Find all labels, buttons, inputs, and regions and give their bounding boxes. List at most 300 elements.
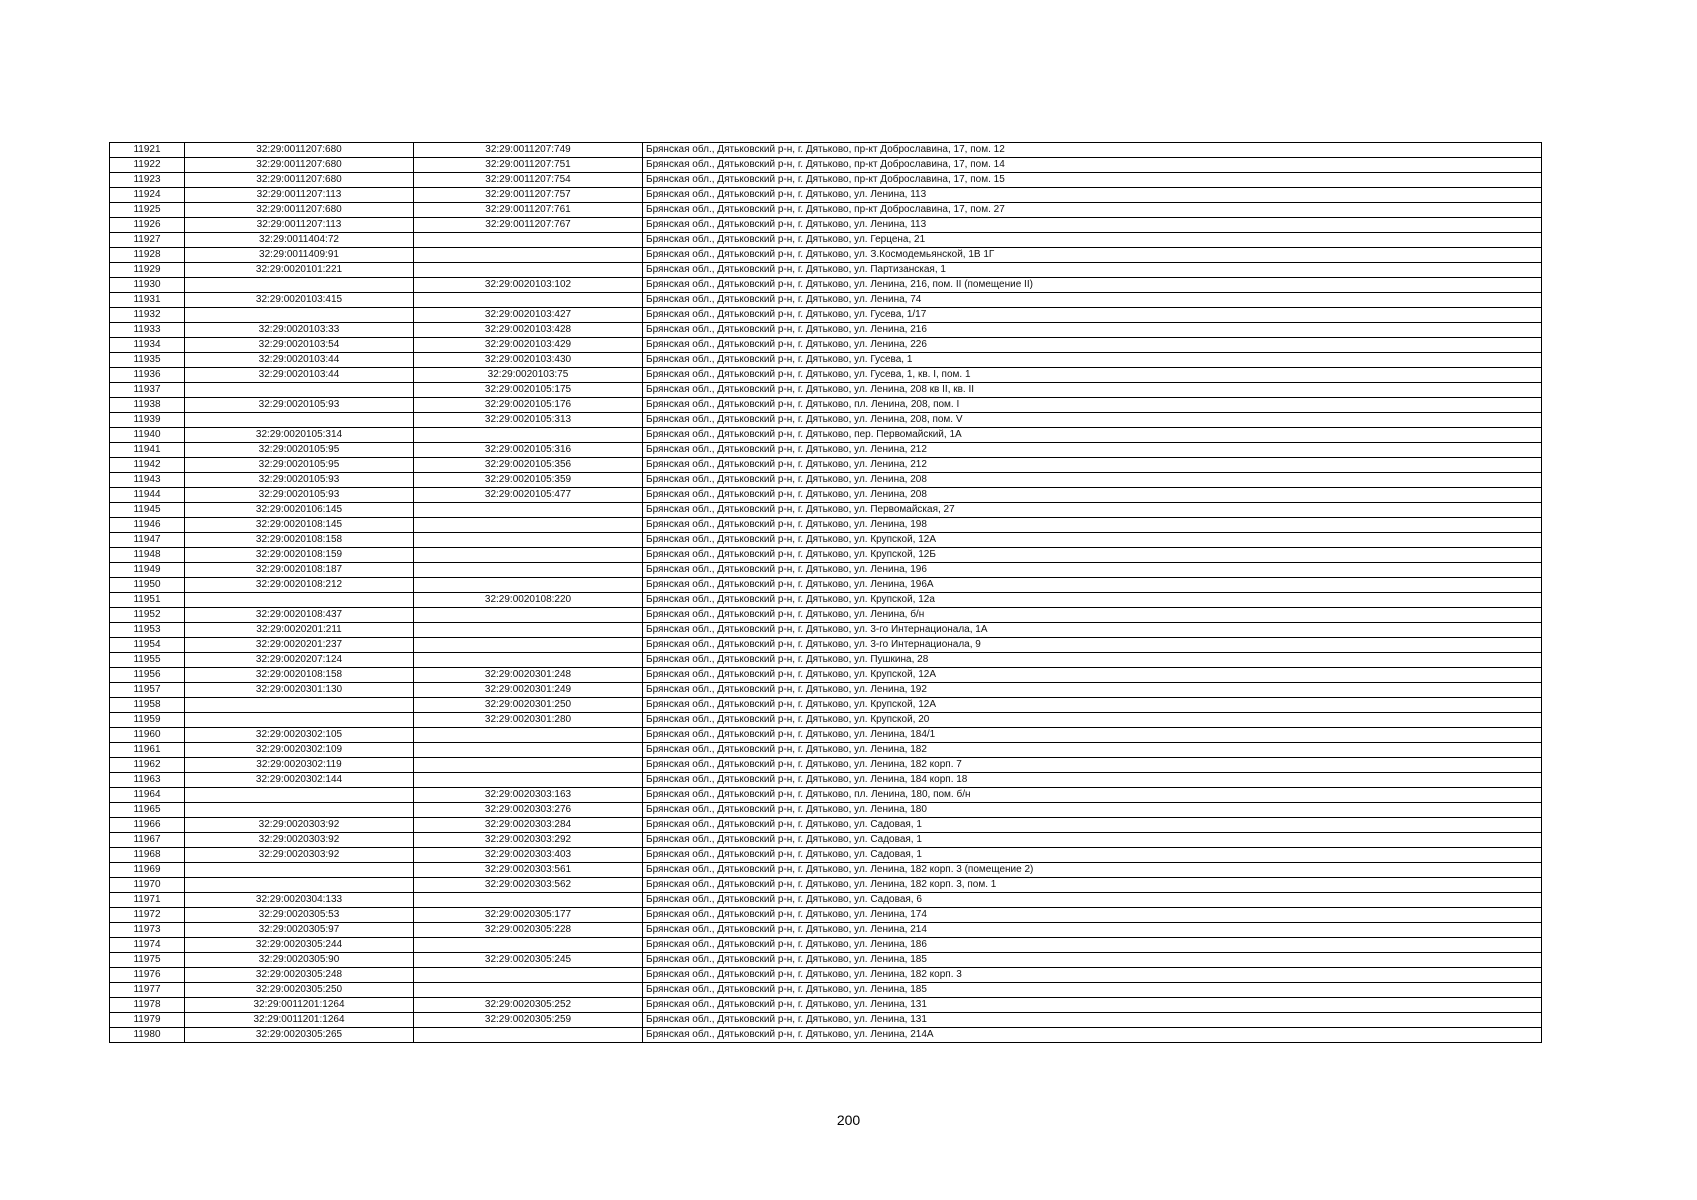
table-row [110,608,1542,623]
row-number-cell: 11961 [110,743,185,758]
address-cell: Брянская обл., Дятьковский р-н, г. Дятьково, пл. Ленина, 180, пом. б/н [643,788,1542,803]
parcel-number-cell: 32:29:0020301:130 [185,683,414,698]
object-number-cell [414,503,643,518]
row-number-cell: 11937 [110,383,185,398]
table-row [110,398,1542,413]
object-number-cell: 32:29:0020305:228 [414,923,643,938]
object-number-cell: 32:29:0020305:259 [414,1013,643,1028]
parcel-number-cell: 32:29:0020108:187 [185,563,414,578]
parcel-number-cell [185,878,414,893]
address-cell: Брянская обл., Дятьковский р-н, г. Дятьково, ул. Герцена, 21 [643,233,1542,248]
object-number-cell: 32:29:0020108:220 [414,593,643,608]
row-number-cell: 11957 [110,683,185,698]
parcel-number-cell: 32:29:0020108:437 [185,608,414,623]
address-cell: Брянская обл., Дятьковский р-н, г. Дятьково, ул. Партизанская, 1 [643,263,1542,278]
table-row [110,368,1542,383]
row-number-cell: 11962 [110,758,185,773]
address-cell: Брянская обл., Дятьковский р-н, г. Дятьково, ул. Ленина, 182 корп. 3 [643,968,1542,983]
object-number-cell: 32:29:0020303:561 [414,863,643,878]
table-row [110,143,1542,158]
row-number-cell: 11964 [110,788,185,803]
row-number-cell: 11922 [110,158,185,173]
table-row [110,578,1542,593]
object-number-cell: 32:29:0020301:280 [414,713,643,728]
parcel-number-cell: 32:29:0020106:145 [185,503,414,518]
row-number-cell: 11932 [110,308,185,323]
address-cell: Брянская обл., Дятьковский р-н, г. Дятьково, ул. Ленина, 216 [643,323,1542,338]
parcel-number-cell: 32:29:0020303:92 [185,848,414,863]
object-number-cell [414,578,643,593]
address-cell: Брянская обл., Дятьковский р-н, г. Дятьково, ул. Крупской, 12Б [643,548,1542,563]
table-row [110,983,1542,998]
address-cell: Брянская обл., Дятьковский р-н, г. Дятьково, пр-кт Доброславина, 17, пом. 14 [643,158,1542,173]
table-row [110,938,1542,953]
row-number-cell: 11933 [110,323,185,338]
row-number-cell: 11926 [110,218,185,233]
row-number-cell: 11979 [110,1013,185,1028]
row-number-cell: 11956 [110,668,185,683]
table-row [110,833,1542,848]
table-row [110,698,1542,713]
object-number-cell: 32:29:0020103:428 [414,323,643,338]
table-row [110,788,1542,803]
parcel-number-cell: 32:29:0020105:93 [185,473,414,488]
parcel-number-cell [185,413,414,428]
table-row [110,728,1542,743]
row-number-cell: 11942 [110,458,185,473]
address-cell: Брянская обл., Дятьковский р-н, г. Дятьково, ул. Ленина, 182 корп. 3 (помещение 2) [643,863,1542,878]
parcel-number-cell: 32:29:0020103:54 [185,338,414,353]
row-number-cell: 11944 [110,488,185,503]
address-cell: Брянская обл., Дятьковский р-н, г. Дятьково, ул. 3-го Интернационала, 9 [643,638,1542,653]
object-number-cell: 32:29:0020105:313 [414,413,643,428]
address-cell: Брянская обл., Дятьковский р-н, г. Дятьково, ул. Ленина, б/н [643,608,1542,623]
row-number-cell: 11955 [110,653,185,668]
row-number-cell: 11975 [110,953,185,968]
parcel-number-cell: 32:29:0020105:93 [185,488,414,503]
row-number-cell: 11951 [110,593,185,608]
row-number-cell: 11952 [110,608,185,623]
row-number-cell: 11923 [110,173,185,188]
address-cell: Брянская обл., Дятьковский р-н, г. Дятьково, ул. Ленина, 208 кв II, кв. II [643,383,1542,398]
parcel-number-cell: 32:29:0020303:92 [185,818,414,833]
object-number-cell: 32:29:0020303:276 [414,803,643,818]
table-row [110,518,1542,533]
parcel-number-cell [185,698,414,713]
table-row [110,818,1542,833]
address-cell: Брянская обл., Дятьковский р-н, г. Дятьково, ул. Гусева, 1, кв. I, пом. 1 [643,368,1542,383]
parcel-number-cell [185,593,414,608]
object-number-cell: 32:29:0020105:477 [414,488,643,503]
parcel-number-cell: 32:29:0020305:244 [185,938,414,953]
object-number-cell: 32:29:0020303:284 [414,818,643,833]
address-cell: Брянская обл., Дятьковский р-н, г. Дятьково, ул. Гусева, 1 [643,353,1542,368]
address-cell: Брянская обл., Дятьковский р-н, г. Дятьково, ул. Ленина, 214А [643,1028,1542,1043]
row-number-cell: 11949 [110,563,185,578]
parcel-number-cell: 32:29:0020304:133 [185,893,414,908]
table-row [110,758,1542,773]
address-cell: Брянская обл., Дятьковский р-н, г. Дятьково, ул. Ленина, 184/1 [643,728,1542,743]
object-number-cell [414,608,643,623]
object-number-cell [414,773,643,788]
table-row [110,248,1542,263]
address-cell: Брянская обл., Дятьковский р-н, г. Дятьково, ул. Ленина, 113 [643,218,1542,233]
parcel-number-cell [185,383,414,398]
address-cell: Брянская обл., Дятьковский р-н, г. Дятьково, ул. Ленина, 226 [643,338,1542,353]
object-number-cell: 32:29:0020305:177 [414,908,643,923]
object-number-cell [414,548,643,563]
object-number-cell: 32:29:0011207:767 [414,218,643,233]
table-row [110,233,1542,248]
parcel-number-cell: 32:29:0011207:680 [185,158,414,173]
object-number-cell [414,293,643,308]
registry-table [109,142,1542,1043]
object-number-cell: 32:29:0011207:761 [414,203,643,218]
table-row [110,323,1542,338]
object-number-cell [414,263,643,278]
parcel-number-cell: 32:29:0020302:144 [185,773,414,788]
row-number-cell: 11938 [110,398,185,413]
parcel-number-cell: 32:29:0020303:92 [185,833,414,848]
address-cell: Брянская обл., Дятьковский р-н, г. Дятьково, пл. Ленина, 208, пом. I [643,398,1542,413]
row-number-cell: 11950 [110,578,185,593]
parcel-number-cell [185,278,414,293]
object-number-cell [414,563,643,578]
row-number-cell: 11928 [110,248,185,263]
object-number-cell [414,968,643,983]
table-row [110,173,1542,188]
address-cell: Брянская обл., Дятьковский р-н, г. Дятьково, ул. Ленина, 185 [643,953,1542,968]
address-cell: Брянская обл., Дятьковский р-н, г. Дятьково, ул. Ленина, 208, пом. V [643,413,1542,428]
row-number-cell: 11939 [110,413,185,428]
address-cell: Брянская обл., Дятьковский р-н, г. Дятьково, ул. Ленина, 74 [643,293,1542,308]
object-number-cell [414,938,643,953]
object-number-cell: 32:29:0020303:163 [414,788,643,803]
row-number-cell: 11972 [110,908,185,923]
parcel-number-cell: 32:29:0011207:680 [185,143,414,158]
address-cell: Брянская обл., Дятьковский р-н, г. Дятьково, ул. Ленина, 198 [643,518,1542,533]
object-number-cell [414,743,643,758]
address-cell: Брянская обл., Дятьковский р-н, г. Дятьково, ул. Ленина, 208 [643,488,1542,503]
object-number-cell [414,893,643,908]
table-row [110,548,1542,563]
table-row [110,473,1542,488]
row-number-cell: 11931 [110,293,185,308]
table-row [110,293,1542,308]
parcel-number-cell: 32:29:0020103:415 [185,293,414,308]
row-number-cell: 11953 [110,623,185,638]
object-number-cell [414,638,643,653]
table-row [110,803,1542,818]
object-number-cell: 32:29:0020103:75 [414,368,643,383]
parcel-number-cell [185,788,414,803]
row-number-cell: 11960 [110,728,185,743]
row-number-cell: 11976 [110,968,185,983]
table-row [110,218,1542,233]
row-number-cell: 11929 [110,263,185,278]
object-number-cell [414,653,643,668]
object-number-cell: 32:29:0020301:248 [414,668,643,683]
parcel-number-cell: 32:29:0020108:158 [185,668,414,683]
table-row [110,968,1542,983]
table-row [110,623,1542,638]
address-cell: Брянская обл., Дятьковский р-н, г. Дятьково, ул. Ленина, 208 [643,473,1542,488]
table-row [110,893,1542,908]
row-number-cell: 11978 [110,998,185,1013]
table-row [110,953,1542,968]
registry-table-body [110,143,1542,1043]
table-row [110,848,1542,863]
object-number-cell: 32:29:0020301:249 [414,683,643,698]
row-number-cell: 11977 [110,983,185,998]
parcel-number-cell: 32:29:0011207:680 [185,173,414,188]
object-number-cell [414,1028,643,1043]
object-number-cell [414,728,643,743]
object-number-cell [414,518,643,533]
object-number-cell: 32:29:0020301:250 [414,698,643,713]
object-number-cell [414,983,643,998]
table-row [110,278,1542,293]
table-row [110,683,1542,698]
table-row [110,413,1542,428]
row-number-cell: 11980 [110,1028,185,1043]
row-number-cell: 11940 [110,428,185,443]
table-row [110,908,1542,923]
row-number-cell: 11967 [110,833,185,848]
parcel-number-cell: 32:29:0020305:97 [185,923,414,938]
row-number-cell: 11934 [110,338,185,353]
object-number-cell: 32:29:0020103:429 [414,338,643,353]
object-number-cell: 32:29:0020105:175 [414,383,643,398]
parcel-number-cell: 32:29:0020103:44 [185,353,414,368]
address-cell: Брянская обл., Дятьковский р-н, г. Дятьково, ул. Ленина, 186 [643,938,1542,953]
address-cell: Брянская обл., Дятьковский р-н, г. Дятьково, ул. Ленина, 182 корп. 3, пом. 1 [643,878,1542,893]
parcel-number-cell [185,713,414,728]
address-cell: Брянская обл., Дятьковский р-н, г. Дятьково, ул. Гусева, 1/17 [643,308,1542,323]
object-number-cell: 32:29:0020105:176 [414,398,643,413]
row-number-cell: 11974 [110,938,185,953]
table-row [110,338,1542,353]
address-cell: Брянская обл., Дятьковский р-н, г. Дятьково, ул. Ленина, 113 [643,188,1542,203]
table-row [110,878,1542,893]
row-number-cell: 11973 [110,923,185,938]
row-number-cell: 11945 [110,503,185,518]
row-number-cell: 11948 [110,548,185,563]
parcel-number-cell: 32:29:0020305:265 [185,1028,414,1043]
object-number-cell: 32:29:0020105:359 [414,473,643,488]
address-cell: Брянская обл., Дятьковский р-н, г. Дятьково, ул. Крупской, 20 [643,713,1542,728]
parcel-number-cell: 32:29:0020305:250 [185,983,414,998]
address-cell: Брянская обл., Дятьковский р-н, г. Дятьково, пр-кт Доброславина, 17, пом. 27 [643,203,1542,218]
table-row [110,668,1542,683]
address-cell: Брянская обл., Дятьковский р-н, г. Дятьково, пр-кт Доброславина, 17, пом. 15 [643,173,1542,188]
object-number-cell: 32:29:0020305:252 [414,998,643,1013]
address-cell: Брянская обл., Дятьковский р-н, г. Дятьково, ул. Ленина, 174 [643,908,1542,923]
address-cell: Брянская обл., Дятьковский р-н, г. Дятьково, ул. Ленина, 131 [643,998,1542,1013]
parcel-number-cell: 32:29:0020302:109 [185,743,414,758]
object-number-cell: 32:29:0020103:102 [414,278,643,293]
parcel-number-cell: 32:29:0011409:91 [185,248,414,263]
parcel-number-cell: 32:29:0020305:248 [185,968,414,983]
table-row [110,488,1542,503]
row-number-cell: 11971 [110,893,185,908]
table-row [110,773,1542,788]
row-number-cell: 11954 [110,638,185,653]
object-number-cell [414,533,643,548]
row-number-cell: 11969 [110,863,185,878]
object-number-cell [414,758,643,773]
table-row [110,263,1542,278]
object-number-cell: 32:29:0020103:427 [414,308,643,323]
parcel-number-cell: 32:29:0020108:145 [185,518,414,533]
parcel-number-cell: 32:29:0020108:212 [185,578,414,593]
object-number-cell: 32:29:0011207:757 [414,188,643,203]
row-number-cell: 11965 [110,803,185,818]
address-cell: Брянская обл., Дятьковский р-н, г. Дятьково, ул. 3-го Интернационала, 1А [643,623,1542,638]
address-cell: Брянская обл., Дятьковский р-н, г. Дятьково, ул. Ленина, 214 [643,923,1542,938]
address-cell: Брянская обл., Дятьковский р-н, г. Дятьково, пр-кт Доброславина, 17, пом. 12 [643,143,1542,158]
table-row [110,593,1542,608]
address-cell: Брянская обл., Дятьковский р-н, г. Дятьково, ул. Пушкина, 28 [643,653,1542,668]
parcel-number-cell: 32:29:0020201:211 [185,623,414,638]
table-row [110,443,1542,458]
parcel-number-cell [185,803,414,818]
parcel-number-cell: 32:29:0011201:1264 [185,1013,414,1028]
object-number-cell: 32:29:0020303:403 [414,848,643,863]
address-cell: Брянская обл., Дятьковский р-н, г. Дятьково, ул. Садовая, 1 [643,833,1542,848]
parcel-number-cell: 32:29:0020105:314 [185,428,414,443]
address-cell: Брянская обл., Дятьковский р-н, г. Дятьково, ул. Ленина, 184 корп. 18 [643,773,1542,788]
object-number-cell: 32:29:0020305:245 [414,953,643,968]
parcel-number-cell: 32:29:0011207:680 [185,203,414,218]
address-cell: Брянская обл., Дятьковский р-н, г. Дятьково, ул. Ленина, 212 [643,458,1542,473]
address-cell: Брянская обл., Дятьковский р-н, г. Дятьково, ул. Крупской, 12А [643,533,1542,548]
parcel-number-cell: 32:29:0020105:93 [185,398,414,413]
table-row [110,563,1542,578]
object-number-cell: 32:29:0020105:356 [414,458,643,473]
address-cell: Брянская обл., Дятьковский р-н, г. Дятьково, ул. Садовая, 1 [643,818,1542,833]
row-number-cell: 11958 [110,698,185,713]
parcel-number-cell: 32:29:0011201:1264 [185,998,414,1013]
parcel-number-cell: 32:29:0020302:105 [185,728,414,743]
address-cell: Брянская обл., Дятьковский р-н, г. Дятьково, ул. Ленина, 216, пом. II (помещение II) [643,278,1542,293]
row-number-cell: 11970 [110,878,185,893]
address-cell: Брянская обл., Дятьковский р-н, г. Дятьково, ул. Крупской, 12а [643,593,1542,608]
row-number-cell: 11943 [110,473,185,488]
table-row [110,203,1542,218]
object-number-cell: 32:29:0020103:430 [414,353,643,368]
table-row [110,743,1542,758]
parcel-number-cell [185,863,414,878]
object-number-cell [414,428,643,443]
address-cell: Брянская обл., Дятьковский р-н, г. Дятьково, ул. Ленина, 131 [643,1013,1542,1028]
parcel-number-cell: 32:29:0020305:90 [185,953,414,968]
table-row [110,353,1542,368]
object-number-cell: 32:29:0020303:562 [414,878,643,893]
parcel-number-cell: 32:29:0020101:221 [185,263,414,278]
address-cell: Брянская обл., Дятьковский р-н, г. Дятьково, ул. Ленина, 192 [643,683,1542,698]
table-row [110,653,1542,668]
object-number-cell [414,623,643,638]
parcel-number-cell: 32:29:0020201:237 [185,638,414,653]
table-row [110,383,1542,398]
table-row [110,188,1542,203]
address-cell: Брянская обл., Дятьковский р-н, г. Дятьково, ул. Ленина, 196А [643,578,1542,593]
row-number-cell: 11968 [110,848,185,863]
table-row [110,1028,1542,1043]
object-number-cell: 32:29:0011207:754 [414,173,643,188]
table-row [110,428,1542,443]
table-row [110,998,1542,1013]
address-cell: Брянская обл., Дятьковский р-н, г. Дятьково, ул. Ленина, 212 [643,443,1542,458]
address-cell: Брянская обл., Дятьковский р-н, г. Дятьково, ул. Ленина, 182 [643,743,1542,758]
row-number-cell: 11927 [110,233,185,248]
parcel-number-cell: 32:29:0020105:95 [185,458,414,473]
table-row [110,923,1542,938]
table-row [110,458,1542,473]
address-cell: Брянская обл., Дятьковский р-н, г. Дятьково, ул. Ленина, 196 [643,563,1542,578]
parcel-number-cell: 32:29:0020105:95 [185,443,414,458]
table-row [110,638,1542,653]
row-number-cell: 11925 [110,203,185,218]
object-number-cell: 32:29:0011207:749 [414,143,643,158]
parcel-number-cell [185,308,414,323]
row-number-cell: 11946 [110,518,185,533]
object-number-cell: 32:29:0011207:751 [414,158,643,173]
object-number-cell: 32:29:0020303:292 [414,833,643,848]
address-cell: Брянская обл., Дятьковский р-н, г. Дятьково, ул. Садовая, 6 [643,893,1542,908]
table-row [110,713,1542,728]
parcel-number-cell: 32:29:0020108:158 [185,533,414,548]
parcel-number-cell: 32:29:0020103:33 [185,323,414,338]
object-number-cell: 32:29:0020105:316 [414,443,643,458]
parcel-number-cell: 32:29:0020108:159 [185,548,414,563]
table-row [110,503,1542,518]
parcel-number-cell: 32:29:0011404:72 [185,233,414,248]
object-number-cell [414,233,643,248]
parcel-number-cell: 32:29:0020207:124 [185,653,414,668]
row-number-cell: 11921 [110,143,185,158]
address-cell: Брянская обл., Дятьковский р-н, г. Дятьково, ул. Первомайская, 27 [643,503,1542,518]
row-number-cell: 11947 [110,533,185,548]
table-row [110,863,1542,878]
address-cell: Брянская обл., Дятьковский р-н, г. Дятьково, ул. З.Космодемьянской, 1В 1Г [643,248,1542,263]
row-number-cell: 11930 [110,278,185,293]
address-cell: Брянская обл., Дятьковский р-н, г. Дятьково, ул. Ленина, 182 корп. 7 [643,758,1542,773]
address-cell: Брянская обл., Дятьковский р-н, г. Дятьково, пер. Первомайский, 1А [643,428,1542,443]
table-row [110,158,1542,173]
object-number-cell [414,248,643,263]
page-number: 200 [836,1112,861,1128]
parcel-number-cell: 32:29:0011207:113 [185,188,414,203]
address-cell: Брянская обл., Дятьковский р-н, г. Дятьково, ул. Ленина, 185 [643,983,1542,998]
row-number-cell: 11924 [110,188,185,203]
row-number-cell: 11966 [110,818,185,833]
address-cell: Брянская обл., Дятьковский р-н, г. Дятьково, ул. Крупской, 12А [643,698,1542,713]
table-row [110,533,1542,548]
row-number-cell: 11936 [110,368,185,383]
row-number-cell: 11963 [110,773,185,788]
row-number-cell: 11935 [110,353,185,368]
address-cell: Брянская обл., Дятьковский р-н, г. Дятьково, ул. Садовая, 1 [643,848,1542,863]
table-row [110,1013,1542,1028]
table-row [110,308,1542,323]
parcel-number-cell: 32:29:0020103:44 [185,368,414,383]
row-number-cell: 11941 [110,443,185,458]
parcel-number-cell: 32:29:0011207:113 [185,218,414,233]
parcel-number-cell: 32:29:0020302:119 [185,758,414,773]
address-cell: Брянская обл., Дятьковский р-н, г. Дятьково, ул. Крупской, 12А [643,668,1542,683]
